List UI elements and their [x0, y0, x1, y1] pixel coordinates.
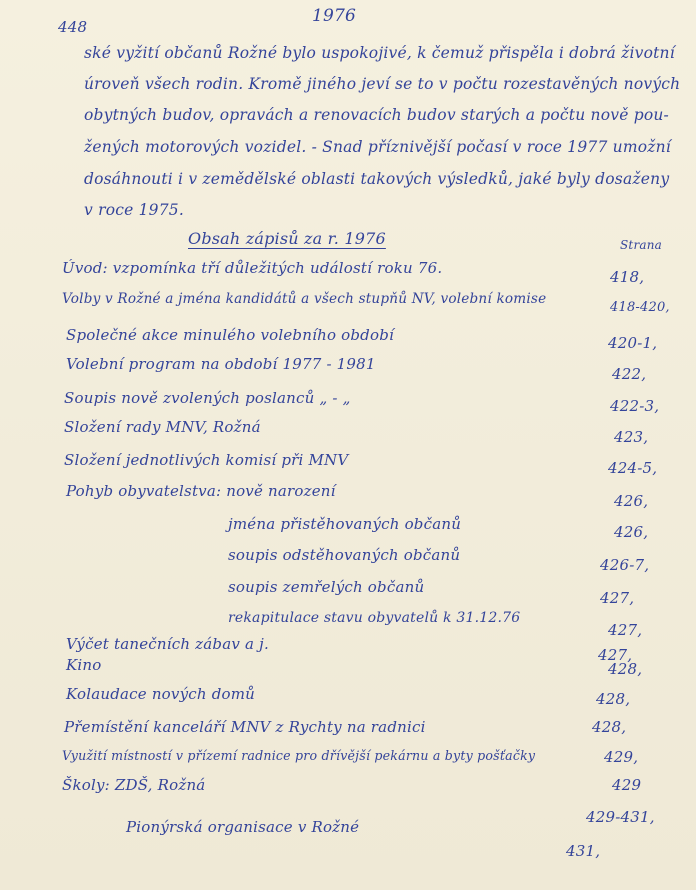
contents-entry: jména přistěhovaných občanů — [228, 515, 462, 533]
contents-page-ref: 423, — [614, 428, 649, 446]
contents-page-ref: 429, — [604, 748, 639, 766]
page-number: 448 — [58, 18, 88, 36]
contents-page-ref: 420-1, — [608, 334, 658, 352]
contents-page-ref: 431, — [566, 842, 601, 860]
contents-page-ref: 418, — [610, 268, 645, 286]
contents-page-ref: 427, — [600, 589, 635, 607]
page-column-label: Strana — [620, 238, 663, 252]
contents-entry: Školy: ZDŠ, Rožná — [62, 776, 206, 794]
contents-page-ref: 422-3, — [610, 397, 660, 415]
contents-entry: soupis zemřelých občanů — [228, 578, 425, 596]
contents-entry: Využití místností v přízemí radnice pro dřívější pekárnu a byty pošťačky — [62, 748, 536, 763]
contents-page-ref: 426, — [614, 523, 649, 541]
contents-entry: Volební program na období 1977 - 1981 — [66, 355, 376, 373]
contents-entry: Výčet tanečních zábav a j. — [66, 635, 269, 653]
paragraph-line: žených motorových vozidel. - Snad příznivější počasí v roce 1977 umožní — [84, 138, 671, 156]
contents-page-ref: 427, — [598, 646, 633, 664]
paragraph-line: úroveň všech rodin. Kromě jiného jeví se to v počtu rozestavěných nových — [84, 75, 681, 93]
contents-page-ref: 428, — [608, 660, 643, 678]
contents-heading: Obsah zápisů za r. 1976 — [188, 229, 386, 248]
contents-page-ref: 429-431, — [586, 808, 655, 826]
contents-entry: Volby v Rožné a jména kandidátů a všech stupňů NV, volební komise — [62, 291, 547, 307]
paragraph-line: obytných budov, opravách a renovacích budov starých a počtu nově pou- — [84, 106, 669, 124]
contents-page-ref: 426-7, — [600, 556, 650, 574]
paragraph-line: v roce 1975. — [84, 201, 184, 219]
contents-page-ref: 429 — [612, 776, 642, 794]
contents-page-ref: 427, — [608, 621, 643, 639]
contents-page-ref: 428, — [596, 690, 631, 708]
contents-entry: Přemístění kanceláří MNV z Rychty na radnici — [64, 718, 426, 736]
contents-entry: Kolaudace nových domů — [66, 685, 256, 703]
paragraph-line: dosáhnouti i v zemědělské oblasti takových výsledků, jaké byly dosaženy — [84, 170, 670, 188]
contents-entry: Složení jednotlivých komisí při MNV — [64, 451, 349, 469]
paragraph-line: ské vyžití občanů Rožné bylo uspokojivé, k čemuž přispěla i dobrá životní — [84, 44, 675, 62]
contents-entry: Pohyb obyvatelstva: nově narození — [66, 482, 336, 500]
contents-entry: Soupis nově zvolených poslanců „ - „ — [64, 389, 351, 407]
contents-entry: Pionýrská organisace v Rožné — [126, 818, 360, 836]
contents-page-ref: 418-420, — [610, 300, 670, 315]
contents-page-ref: 426, — [614, 492, 649, 510]
contents-page-ref: 422, — [612, 365, 647, 383]
contents-entry: Úvod: vzpomínka tří důležitých událostí roku 76. — [62, 259, 443, 277]
contents-entry: soupis odstěhovaných občanů — [228, 546, 461, 564]
contents-entry: rekapitulace stavu obyvatelů k 31.12.76 — [228, 610, 521, 626]
contents-entry: Společné akce minulého volebního období — [66, 326, 395, 344]
contents-page-ref: 424-5, — [608, 459, 658, 477]
contents-page-ref: 428, — [592, 718, 627, 736]
contents-entry: Kino — [66, 656, 102, 674]
contents-entry: Složení rady MNV, Rožná — [64, 418, 261, 436]
year-header: 1976 — [312, 6, 357, 26]
